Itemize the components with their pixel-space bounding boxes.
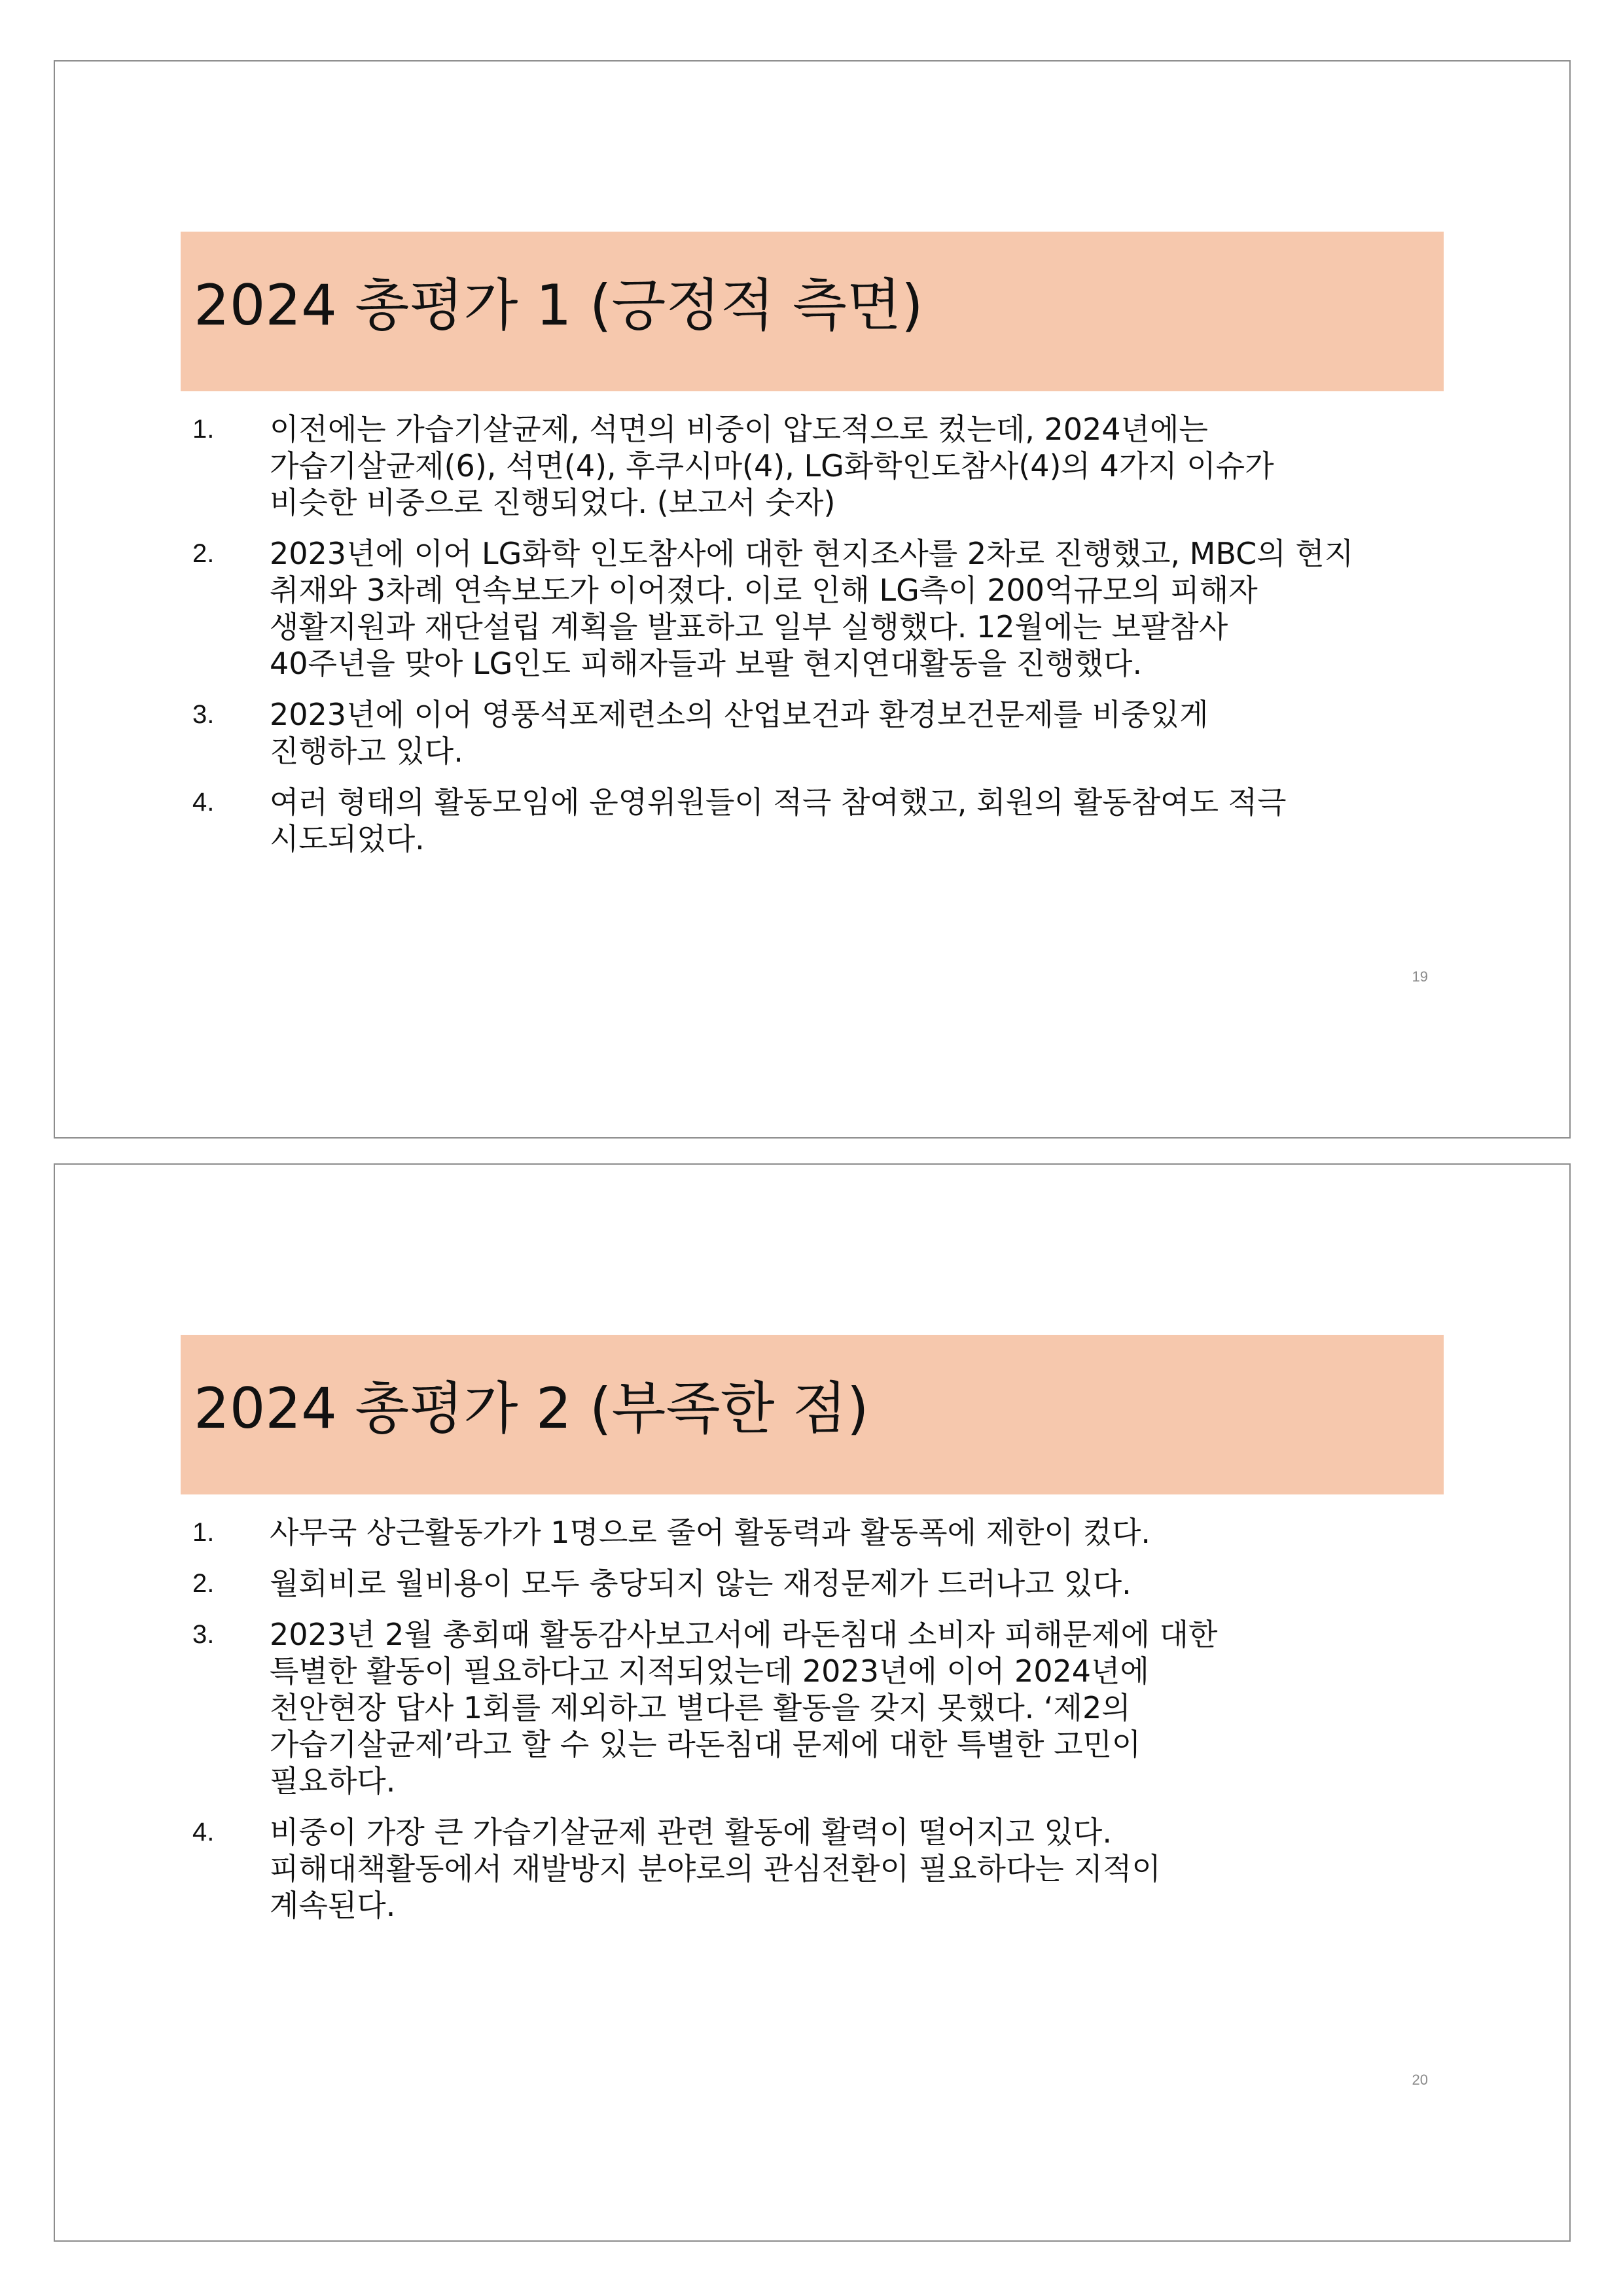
item-text: 2023년에 이어 LG화학 인도참사에 대한 현지조사를 2차로 진행했고, MBC의 현지 취재와 3차례 연속보도가 이어졌다. 이로 인해 LG측이 200억규모의 피해자 생활지원과 재단설립 계획을 발표하고 일부 실행했다. 12월에는 보팔참사 40주년을 맞아 LG인도 피해자들과 보팔 현지연대활동을 진행했다.	[270, 536, 1354, 681]
item-text: 2023년 2월 총회때 활동감사보고서에 라돈침대 소비자 피해문제에 대한 특별한 활동이 필요하다고 지적되었는데 2023년에 이어 2024년에 천안현장 답사 1회를 제외하고 별다른 활동을 갖지 못했다. ‘제2의 가습기살균제’라고 할 수 있는 라돈침대 문제에 대한 특별한 고민이 필요하다.	[270, 1617, 1218, 1799]
title-band	[181, 232, 1444, 391]
page-number: 20	[1412, 2072, 1428, 2088]
item-number: 1.	[192, 1518, 215, 1547]
slide-20	[54, 1163, 1571, 2242]
item-number: 3.	[192, 700, 215, 729]
item-number: 3.	[192, 1620, 215, 1649]
list-item	[192, 411, 1449, 521]
slide-title: 2024 총평가 1 (긍정적 측면)	[194, 273, 923, 338]
item-text: 월회비로 월비용이 모두 충당되지 않는 재정문제가 드러나고 있다.	[270, 1566, 1132, 1601]
item-number: 1.	[192, 415, 215, 444]
evaluation-list	[192, 411, 1449, 872]
list-item	[192, 1616, 1449, 1799]
list-item	[192, 535, 1449, 682]
page-number: 19	[1412, 968, 1428, 985]
evaluation-list	[192, 1514, 1449, 1938]
item-text: 2023년에 이어 영풍석포제련소의 산업보건과 환경보건문제를 비중있게 진행하고 있다.	[270, 697, 1209, 769]
item-number: 4.	[192, 788, 215, 817]
item-number: 2.	[192, 1569, 215, 1598]
slide-title: 2024 총평가 2 (부족한 점)	[194, 1376, 869, 1441]
list-item	[192, 1565, 1449, 1602]
list-item	[192, 1514, 1449, 1551]
list-item	[192, 1814, 1449, 1924]
list-item	[192, 784, 1449, 857]
item-text: 여러 형태의 활동모임에 운영위원들이 적극 참여했고, 회원의 활동참여도 적극 시도되었다.	[270, 785, 1287, 857]
item-text: 이전에는 가습기살균제, 석면의 비중이 압도적으로 컸는데, 2024년에는 가습기살균제(6), 석면(4), 후쿠시마(4), LG화학인도참사(4)의 4가지 이슈가 비슷한 비중으로 진행되었다. (보고서 숫자)	[270, 412, 1274, 520]
item-number: 4.	[192, 1818, 215, 1846]
title-band	[181, 1335, 1444, 1494]
item-number: 2.	[192, 539, 215, 568]
item-text: 비중이 가장 큰 가습기살균제 관련 활동에 활력이 떨어지고 있다. 피해대책활동에서 재발방지 분야로의 관심전환이 필요하다는 지적이 계속된다.	[270, 1814, 1161, 1923]
list-item	[192, 696, 1449, 769]
item-text: 사무국 상근활동가가 1명으로 줄어 활동력과 활동폭에 제한이 컸다.	[270, 1515, 1151, 1550]
slide-19	[54, 60, 1571, 1139]
